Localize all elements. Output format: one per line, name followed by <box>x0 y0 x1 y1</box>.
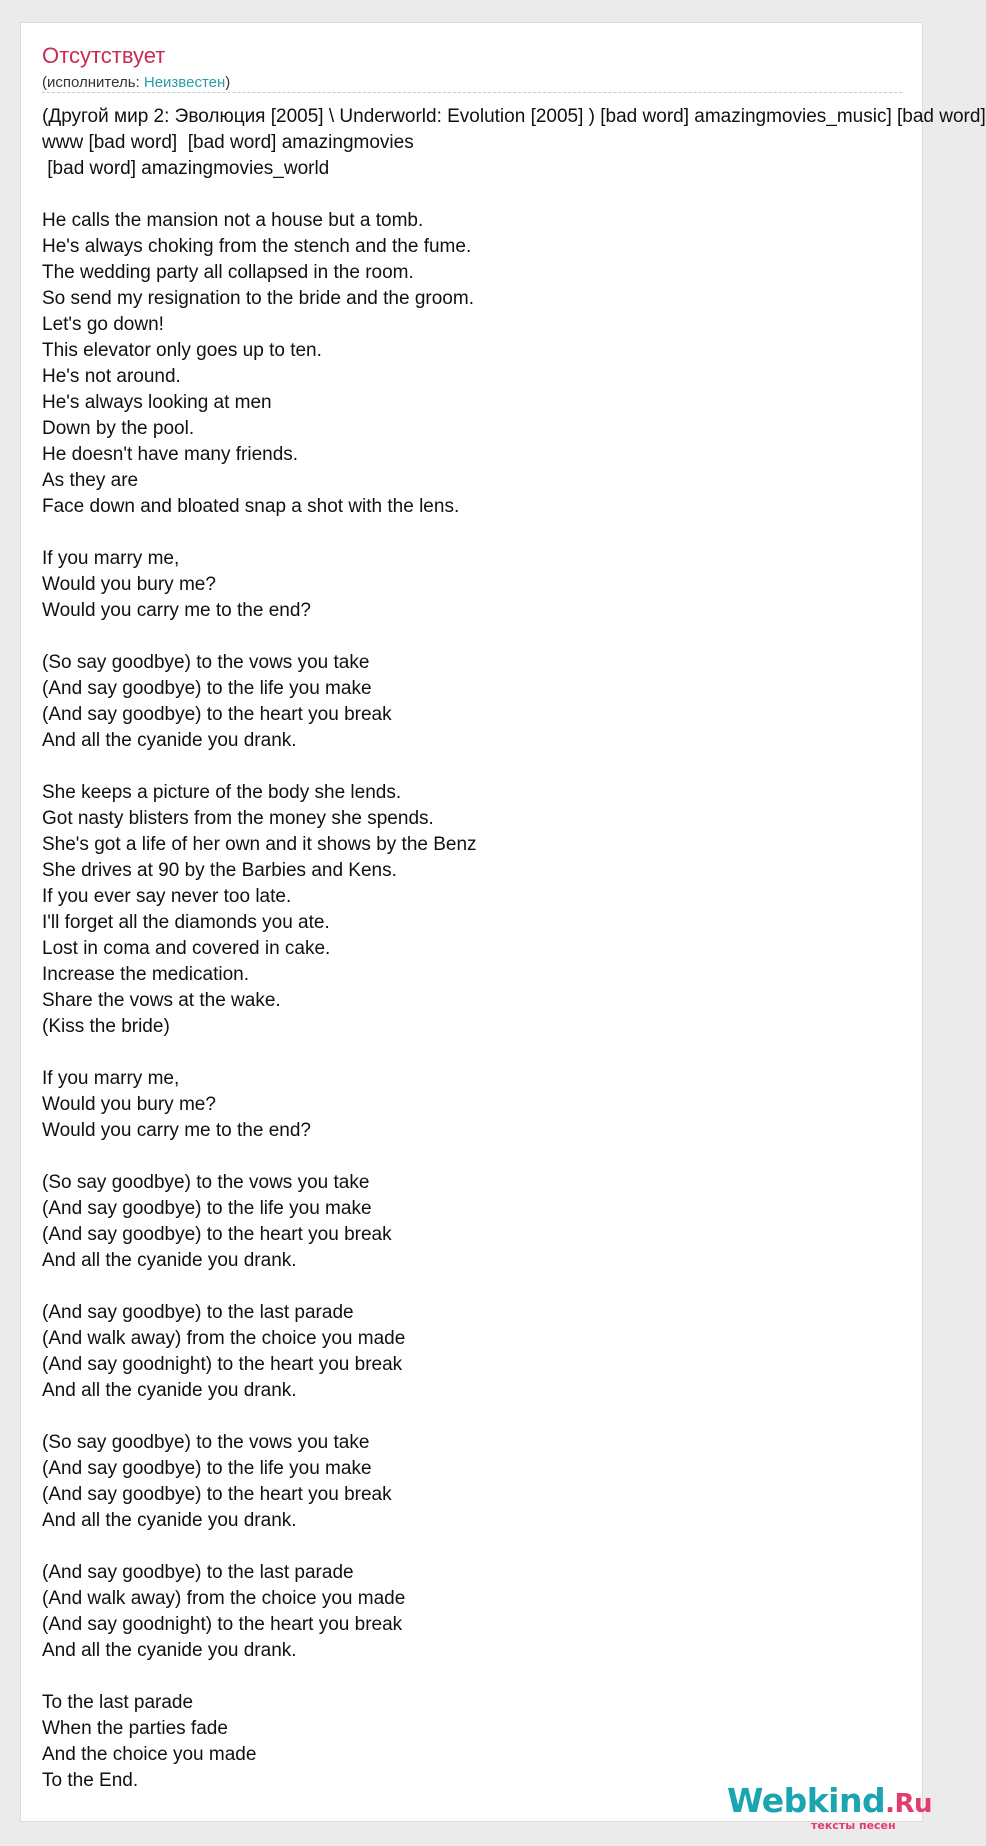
lyric-line: Would you bury me? <box>42 574 216 595</box>
lyrics-text <box>42 104 986 1794</box>
lyric-line: And all the cyanide you drank. <box>42 730 297 751</box>
lyric-line: And all the cyanide you drank. <box>42 1250 297 1271</box>
lyric-line: (So say goodbye) to the vows you take <box>42 1432 370 1453</box>
lyric-line: This elevator only goes up to ten. <box>42 340 322 361</box>
lyric-line: (And say goodbye) to the heart you break <box>42 1224 392 1245</box>
lyric-line: Increase the medication. <box>42 964 250 985</box>
lyric-line: The wedding party all collapsed in the room. <box>42 262 414 283</box>
lyric-line: Share the vows at the wake. <box>42 990 281 1011</box>
lyric-line: (And say goodnight) to the heart you break <box>42 1614 403 1635</box>
lyric-line: Lost in coma and covered in cake. <box>42 938 331 959</box>
lyric-line: [bad word] amazingmovies_world <box>42 158 330 179</box>
lyric-line: He's always choking from the stench and the fume. <box>42 236 472 257</box>
lyric-line: I'll forget all the diamonds you ate. <box>42 912 330 933</box>
header-divider <box>42 92 902 93</box>
lyric-line: Would you carry me to the end? <box>42 600 311 621</box>
lyric-line <box>42 754 922 780</box>
lyric-line: He's not around. <box>42 366 181 387</box>
lyric-line <box>42 520 922 546</box>
lyric-line: (So say goodbye) to the vows you take <box>42 1172 370 1193</box>
lyric-line <box>42 1144 922 1170</box>
lyric-line: To the End. <box>42 1770 139 1791</box>
webkind-logo[interactable] <box>727 1781 933 1832</box>
lyric-line: If you marry me, <box>42 548 180 569</box>
lyric-line: She's got a life of her own and it shows by the Benz <box>42 834 477 855</box>
lyric-line: (And say goodbye) to the heart you break <box>42 1484 392 1505</box>
artist-line <box>42 74 230 91</box>
lyric-line: Face down and bloated snap a shot with the lens. <box>42 496 460 517</box>
artist-suffix: ) <box>225 74 231 91</box>
lyric-line: (And say goodbye) to the last parade <box>42 1562 354 1583</box>
lyric-line: And all the cyanide you drank. <box>42 1380 297 1401</box>
lyric-line: (So say goodbye) to the vows you take <box>42 652 370 673</box>
artist-link[interactable]: Неизвестен <box>143 74 226 91</box>
lyric-line: (And say goodbye) to the life you make <box>42 1458 372 1479</box>
lyric-line: (Kiss the bride) <box>42 1016 170 1037</box>
lyric-line: (And say goodbye) to the heart you break <box>42 704 392 725</box>
lyric-line: (And walk away) from the choice you made <box>42 1328 406 1349</box>
lyric-line: And the choice you made <box>42 1744 257 1765</box>
lyrics-page <box>20 22 986 1832</box>
lyric-line <box>42 1534 922 1560</box>
lyric-line: Down by the pool. <box>42 418 195 439</box>
lyric-line: As they are <box>42 470 139 491</box>
lyric-line: (And say goodbye) to the life you make <box>42 678 372 699</box>
lyric-line: If you marry me, <box>42 1068 180 1089</box>
lyric-line: (And say goodbye) to the last parade <box>42 1302 354 1323</box>
lyric-line <box>42 1664 922 1690</box>
lyric-line: www [bad word] [bad word] amazingmovies <box>42 132 414 153</box>
lyric-line: Would you carry me to the end? <box>42 1120 311 1141</box>
lyric-line: He calls the mansion not a house but a tomb. <box>42 210 424 231</box>
lyric-line: To the last parade <box>42 1692 194 1713</box>
lyric-line: (And say goodbye) to the life you make <box>42 1198 372 1219</box>
lyric-line: And all the cyanide you drank. <box>42 1640 297 1661</box>
lyric-line: Would you bury me? <box>42 1094 216 1115</box>
lyric-line: So send my resignation to the bride and the groom. <box>42 288 474 309</box>
lyric-line: He doesn't have many friends. <box>42 444 299 465</box>
lyric-line <box>42 182 922 208</box>
lyric-line: She keeps a picture of the body she lends. <box>42 782 402 803</box>
lyric-line: When the parties fade <box>42 1718 228 1739</box>
logo-main-text: Webkind <box>727 1781 886 1820</box>
logo-wordmark <box>727 1781 932 1820</box>
lyric-line: Got nasty blisters from the money she spends. <box>42 808 434 829</box>
logo-subtitle: тексты песен <box>811 1819 896 1832</box>
lyric-line: And all the cyanide you drank. <box>42 1510 297 1531</box>
artist-prefix: (исполнитель: <box>42 74 144 91</box>
lyric-line: (And say goodnight) to the heart you break <box>42 1354 403 1375</box>
lyric-line <box>42 624 922 650</box>
lyric-line: If you ever say never too late. <box>42 886 292 907</box>
lyric-line: (Другой мир 2: Эволюция [2005] \ Underworld: Evolution [2005] ) [bad word] amazingmovies_music] [bad word] <box>42 106 986 127</box>
lyric-line <box>42 1404 922 1430</box>
lyric-line <box>42 1274 922 1300</box>
song-title: Отсутствует <box>42 43 166 68</box>
lyric-line: He's always looking at men <box>42 392 272 413</box>
lyric-line: (And walk away) from the choice you made <box>42 1588 406 1609</box>
lyric-line: Let's go down! <box>42 314 164 335</box>
lyric-line: She drives at 90 by the Barbies and Kens. <box>42 860 397 881</box>
lyric-line <box>42 1040 922 1066</box>
logo-tld-text: .Ru <box>885 1789 933 1819</box>
